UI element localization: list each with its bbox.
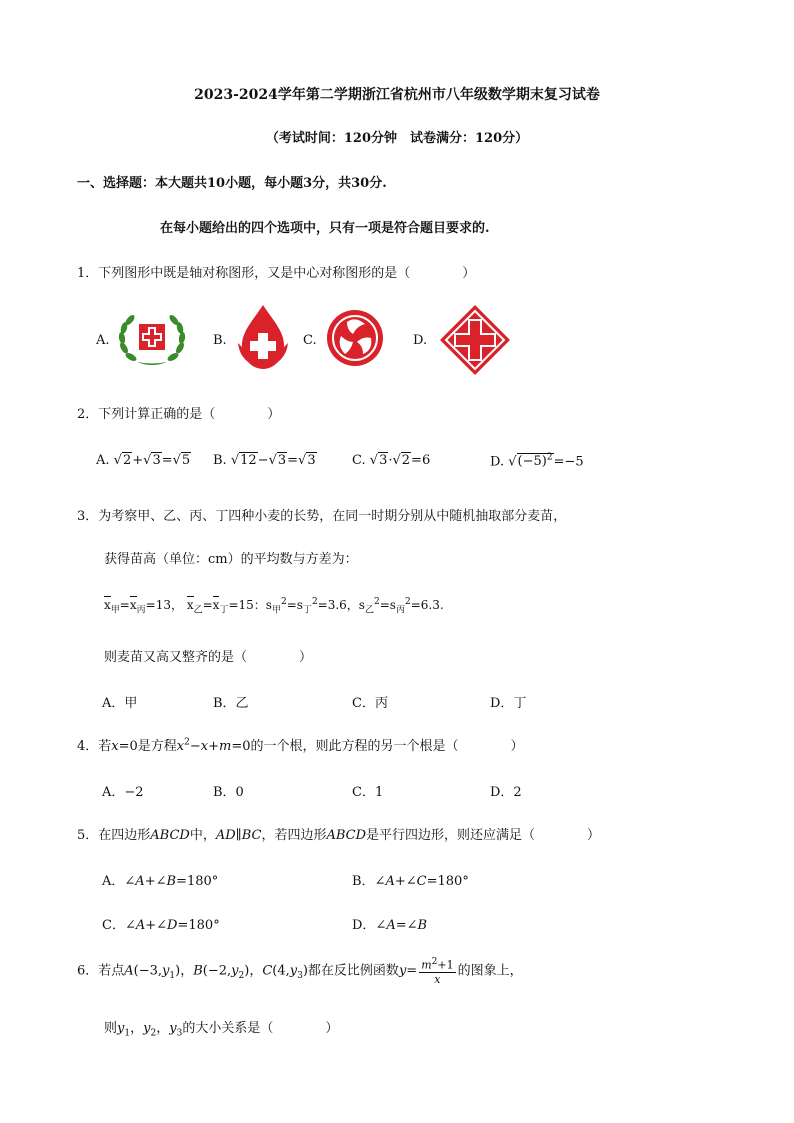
section-heading: 一、选择题：本大题共10小题，每小题3分，共30分.: [77, 176, 387, 191]
q1-option-d-label: D.: [413, 333, 428, 348]
q2-option-c-label: C.: [352, 453, 366, 468]
triple-petal-circle-icon: [325, 308, 385, 368]
q4-option-b: B．0: [213, 785, 244, 800]
q3-option-c: C．丙: [352, 696, 388, 711]
q1-option-b-label: B.: [213, 333, 227, 348]
q2-option-b-label: B.: [213, 453, 227, 468]
question-6: 6．若点$A(-3,y_1)$，$B(-2,y_2)$，$C(4,y_3)$都在反比例函数y= $\frac{m^2+1}{x}$ 的图象上，: [77, 957, 523, 986]
q4-option-c: C．1: [352, 785, 384, 800]
question-6-line2: 则$y_1$，$y_2$，$y_3$的大小关系是（ ）: [104, 1021, 339, 1039]
q4-option-d: D．2: [490, 785, 522, 800]
wreath-cross-icon: [115, 310, 189, 370]
q5-option-d: D．∠A=∠B: [352, 918, 428, 933]
q2-option-d-expr: $√(-5)^2=-5$: [508, 453, 584, 470]
q3-option-a: A．甲: [102, 696, 138, 711]
question-3-line2: 获得苗高（单位：cm）的平均数与方差为：: [104, 552, 358, 567]
question-1: 1．下列图形中既是轴对称图形，又是中心对称图形的是（ ）: [77, 266, 476, 281]
exam-title: 2023-2024学年第二学期浙江省杭州市八年级数学期末复习试卷: [194, 87, 600, 103]
q2-option-d-label: D.: [490, 454, 505, 470]
q1-option-c-label: C.: [303, 333, 317, 348]
question-3-ask: 则麦苗又高又整齐的是（ ）: [104, 650, 313, 665]
q5-option-c: C．∠A+∠D=180°: [102, 918, 220, 933]
q3-option-d: D．丁: [490, 696, 527, 711]
blood-drop-cross-icon: [234, 303, 292, 373]
q2-option-a: [96, 453, 191, 468]
q2-option-a-label: A.: [96, 453, 110, 468]
exam-subtitle: （考试时间：120分钟 试卷满分：120分）: [265, 131, 529, 146]
q2-option-c: [352, 453, 430, 468]
q2-option-a-expr: √2+√3=√5: [113, 453, 191, 468]
q1-option-a-label: A.: [96, 333, 110, 348]
q5-option-a: A．∠A+∠B=180°: [102, 874, 219, 889]
q3-option-b: B．乙: [213, 696, 249, 711]
q2-option-d: [490, 453, 584, 469]
question-3: 3．为考察甲、乙、丙、丁四种小麦的长势，在同一时期分别从中随机抽取部分麦苗，: [77, 509, 567, 524]
q2-option-b: [213, 453, 317, 468]
octagon-cross-icon: [438, 303, 512, 377]
q2-option-c-expr: √3·√2=6: [369, 453, 431, 468]
section-instruction: 在每小题给出的四个选项中，只有一项是符合题目要求的.: [160, 221, 490, 236]
question-3-data: $x_甲=x_丙=13$， $x_乙=x_丁=15$：$s_甲^2=s_丁^2=3.6$，$s_乙^2=s_丙^2=6.3$.: [104, 597, 444, 616]
question-5: 5．在四边形ABCD中，AD∥BC，若四边形ABCD是平行四边形，则还应满足（ ）: [77, 828, 601, 843]
question-4: 4．若x=0是方程$x^2-x+m=0$的一个根，则此方程的另一个根是（ ）: [77, 737, 524, 754]
q5-option-b: B．∠A+∠C=180°: [352, 874, 469, 889]
question-2: 2．下列计算正确的是（ ）: [77, 407, 281, 422]
q4-option-a: A．−2: [102, 785, 144, 800]
q2-option-b-expr: √12−√3=√3: [230, 453, 316, 468]
